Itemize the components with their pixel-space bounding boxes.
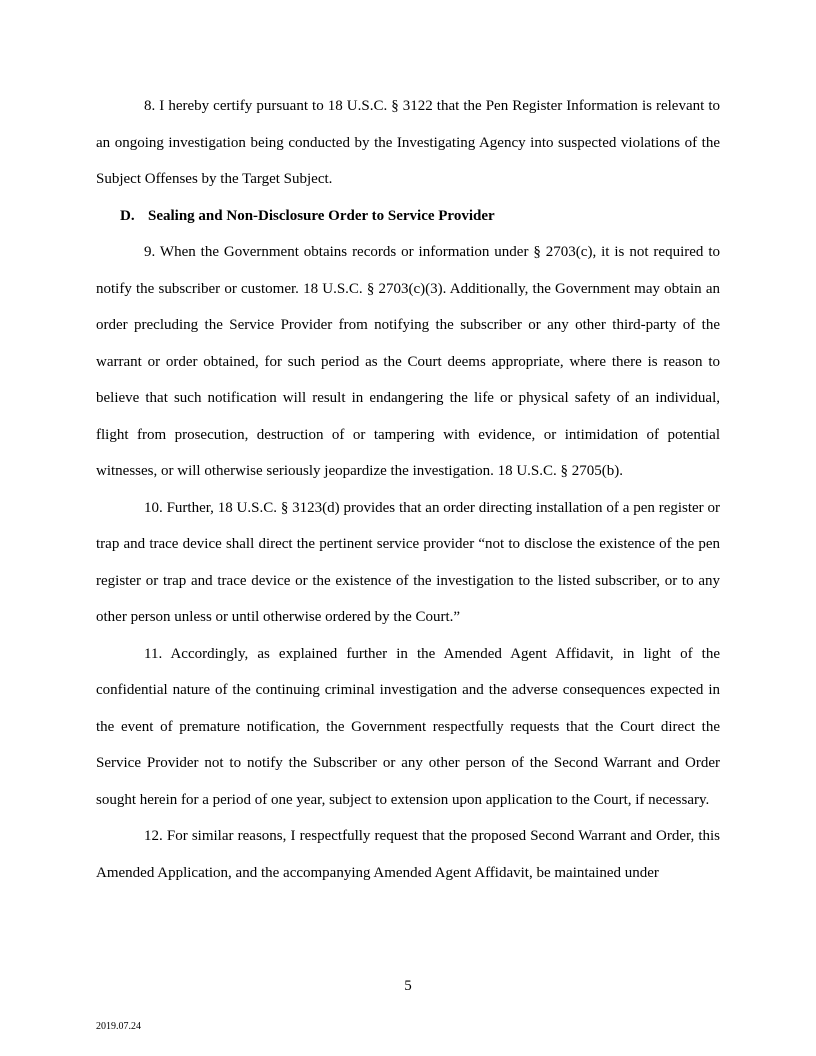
paragraph-10: 10. Further, 18 U.S.C. § 3123(d) provides that an order directing installation of a pen register or trap and trace device shall direct the pertinent service provider “not to disclose the existence of the pen register or trap and trace device or the existence of the investigation to the listed subscriber, or to any other person unless or until otherwise ordered by the Court.” [96, 499, 720, 625]
section-title: Sealing and Non-Disclosure Order to Service Provider [148, 207, 495, 224]
page-number: 5 [404, 978, 412, 994]
section-heading-d [96, 198, 720, 235]
section-letter: D. [120, 207, 135, 224]
footer-date: 2019.07.24 [96, 1021, 141, 1032]
paragraph-9: 9. When the Government obtains records or information under § 2703(c), it is not required to notify the subscriber or customer. 18 U.S.C. § 2703(c)(3). Additionally, the Government may obtain an order precluding the Service Provider from notifying the subscriber or any other third-party of the warrant or order obtained, for such period as the Court deems appropriate, where there is reason to believe that such notification will result in endangering the life or physical safety of an individual, flight from prosecution, destruction of or tampering with evidence, or intimidation of potential witnesses, or will otherwise seriously jeopardize the investigation. 18 U.S.C. § 2705(b). [96, 244, 720, 479]
document-body [96, 88, 720, 891]
paragraph-11: 11. Accordingly, as explained further in the Amended Agent Affidavit, in light of the confidential nature of the continuing criminal investigation and the adverse consequences expected in the event of premature notification, the Government respectfully requests that the Court direct the Service Provider not to notify the Subscriber or any other person of the Second Warrant and Order sought herein for a period of one year, subject to extension upon application to the Court, if necessary. [96, 645, 720, 808]
paragraph-12: 12. For similar reasons, I respectfully request that the proposed Second Warrant and Order, this Amended Application, and the accompanying Amended Agent Affidavit, be maintained under [96, 828, 720, 881]
paragraph-8: 8. I hereby certify pursuant to 18 U.S.C. § 3122 that the Pen Register Information is relevant to an ongoing investigation being conducted by the Investigating Agency into suspected violations of the Subject Offenses by the Target Subject. [96, 98, 720, 187]
